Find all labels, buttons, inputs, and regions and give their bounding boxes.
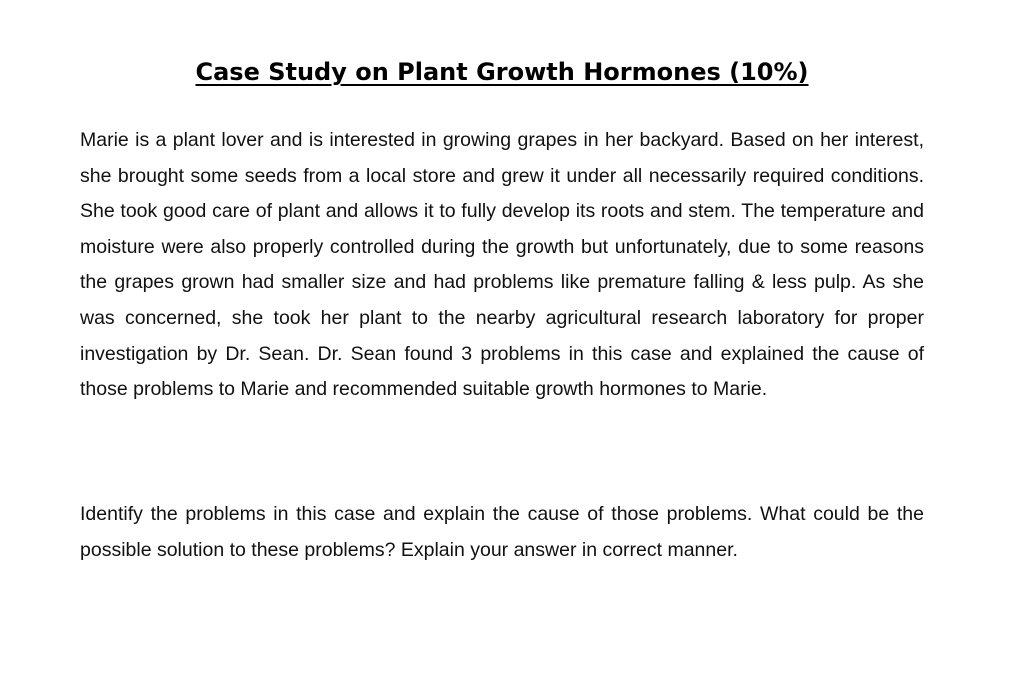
case-description-paragraph: Marie is a plant lover and is interested in growing grapes in her backyard. Based on her interest, she brought some seeds from a local store and grew it under all necessarily required conditions. She took good care of plant and allows it to fully develop its roots and stem. The temperature and moisture were also properly controlled during the growth but unfortunately, due to some reasons the grapes grown had smaller size and had problems like premature falling & less pulp. As she was concerned, she took her plant to the nearby agricultural research laboratory for proper investigation by Dr. Sean. Dr. Sean found 3 problems in this case and explained the cause of those problems to Marie and recommended suitable growth hormones to Marie.	[80, 129, 924, 401]
question-paragraph: Identify the problems in this case and explain the cause of those problems. What could be the possible solution to these problems? Explain your answer in correct manner.	[80, 503, 924, 561]
document-title: Case Study on Plant Growth Hormones (10%)	[195, 58, 809, 86]
